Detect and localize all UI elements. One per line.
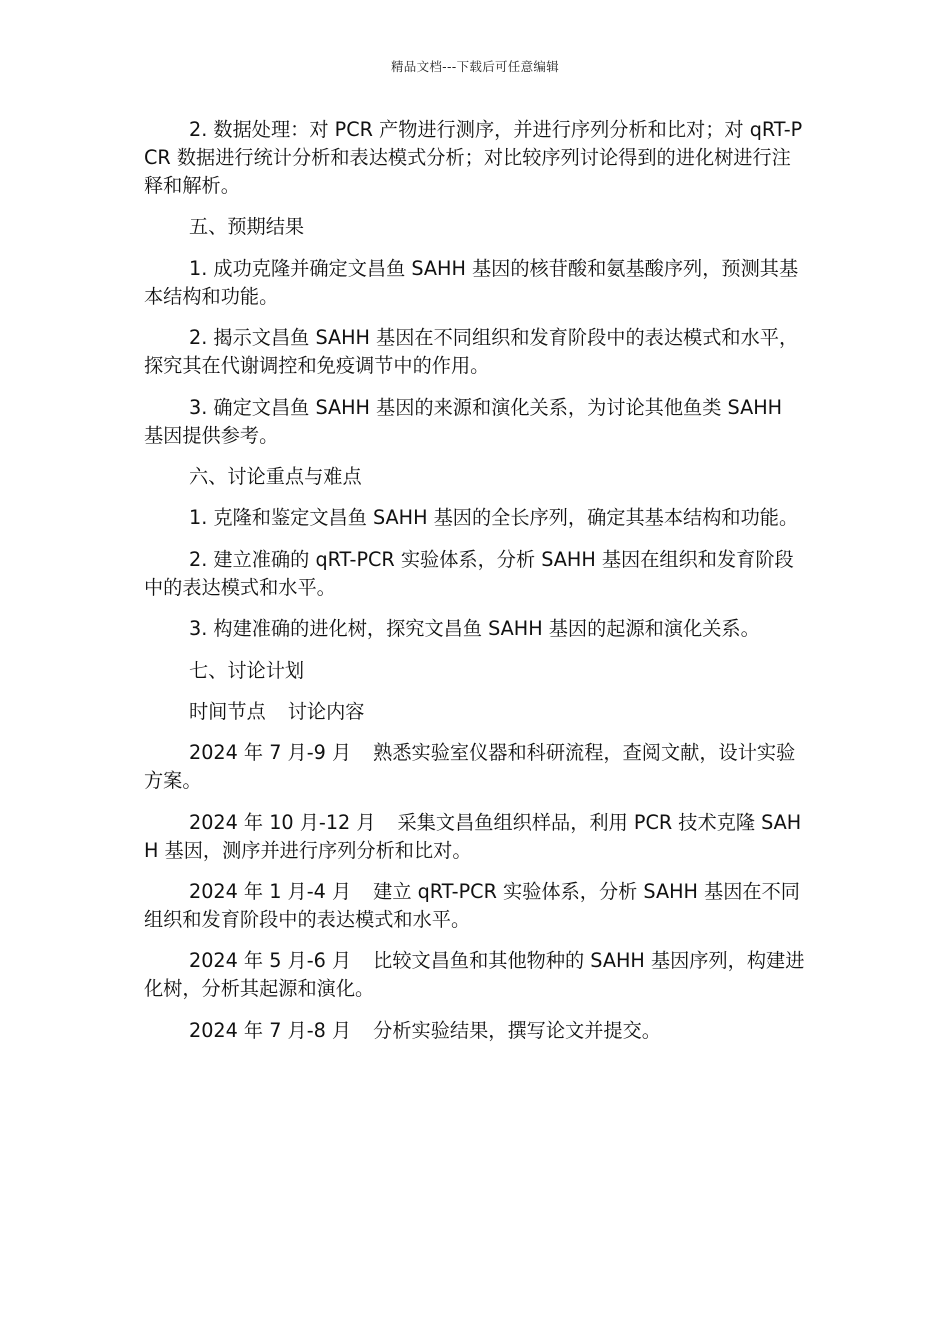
schedule-content: 采集文昌鱼组织样品，利用 PCR 技术克隆 SAHH 基因，测序并进行序列分析和比对。 xyxy=(144,810,802,862)
section-heading-key-difficulties: 六、讨论重点与难点 xyxy=(189,464,362,488)
paragraph-difficulty-3: 3. 构建准确的进化树，探究文昌鱼 SAHH 基因的起源和演化关系。 xyxy=(189,617,760,641)
schedule-row xyxy=(144,1017,806,1045)
schedule-content: 比较文昌鱼和其他物种的 SAHH 基因序列，构建进化树，分析其起源和演化。 xyxy=(144,949,805,1001)
paragraph-result-3: 3. 确定文昌鱼 SAHH 基因的来源和演化关系，为讨论其他鱼类 SAHH 基因提供参考。 xyxy=(144,395,783,447)
schedule-time: 2024 年 1 月-4 月 xyxy=(189,880,352,904)
paragraph-difficulty-2: 2. 建立准确的 qRT-PCR 实验体系，分析 SAHH 基因在组织和发育阶段中的表达模式和水平。 xyxy=(144,547,794,599)
page-header: 精品文档---下载后可任意编辑 xyxy=(390,59,560,74)
schedule-row xyxy=(144,739,806,795)
section-heading-plan: 七、讨论计划 xyxy=(189,658,305,682)
schedule-content: 建立 qRT-PCR 实验体系，分析 SAHH 基因在不同组织和发育阶段中的表达模式和水平。 xyxy=(144,880,800,932)
paragraph-result-2: 2. 揭示文昌鱼 SAHH 基因在不同组织和发育阶段中的表达模式和水平，探究其在代谢调控和免疫调节中的作用。 xyxy=(144,326,799,378)
paragraph-result-1: 1. 成功克隆并确定文昌鱼 SAHH 基因的核苷酸和氨基酸序列，预测其基本结构和功能。 xyxy=(144,256,799,308)
schedule-time: 2024 年 7 月-8 月 xyxy=(189,1018,352,1042)
schedule-row xyxy=(144,878,806,934)
schedule-content: 分析实验结果，撰写论文并提交。 xyxy=(373,1018,661,1042)
schedule-row xyxy=(144,809,806,865)
schedule-time: 2024 年 10 月-12 月 xyxy=(189,810,376,834)
schedule-time: 2024 年 5 月-6 月 xyxy=(189,949,352,973)
schedule-header-row xyxy=(144,698,806,726)
schedule-header-content: 讨论内容 xyxy=(287,699,365,723)
section-heading-expected-results: 五、预期结果 xyxy=(189,215,305,239)
schedule-content: 熟悉实验室仪器和科研流程，查阅文献，设计实验方案。 xyxy=(144,741,796,793)
document-body xyxy=(144,116,806,1058)
paragraph-difficulty-1: 1. 克隆和鉴定文昌鱼 SAHH 基因的全长序列，确定其基本结构和功能。 xyxy=(189,506,799,530)
schedule-header-time: 时间节点 xyxy=(189,699,266,723)
paragraph-data-processing: 2. 数据处理：对 PCR 产物进行测序，并进行序列分析和比对；对 qRT-PCR 数据进行统计分析和表达模式分析；对比较序列讨论得到的进化树进行注释和解析。 xyxy=(144,118,803,197)
schedule-time: 2024 年 7 月-9 月 xyxy=(189,741,352,765)
schedule-row xyxy=(144,947,806,1003)
